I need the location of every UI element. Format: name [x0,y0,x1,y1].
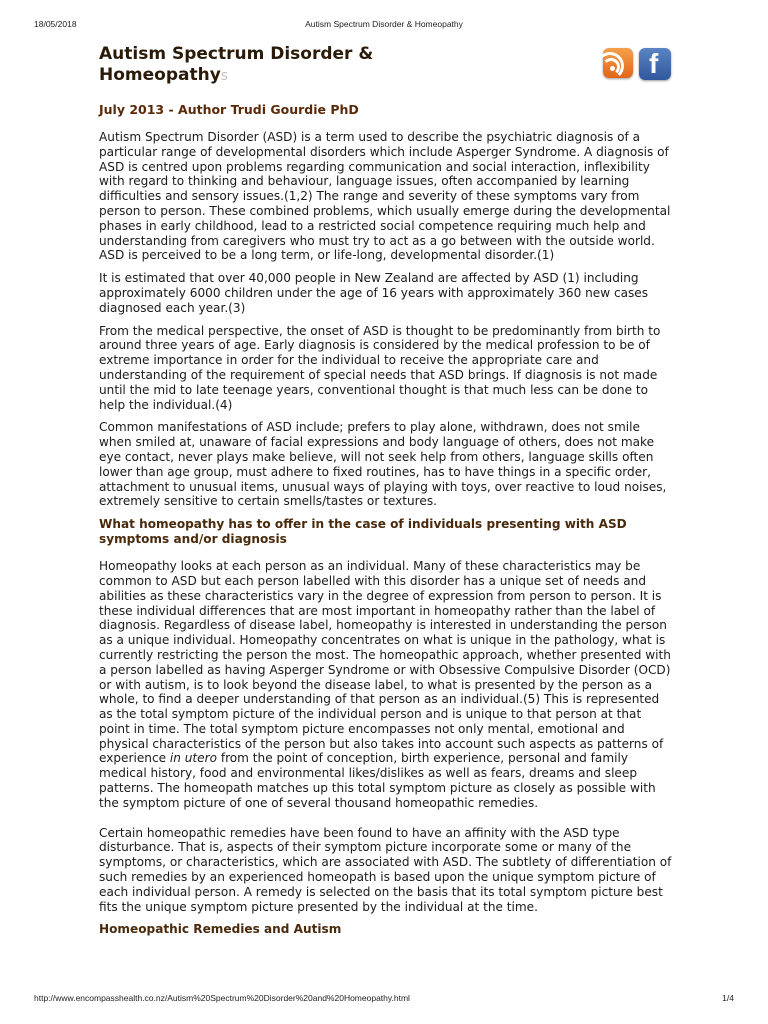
heading-homeopathy-offer: What homeopathy has to offer in the case of individuals presenting with ASD symptoms and/or diagnosis [99,517,627,547]
print-title: Autism Spectrum Disorder & Homeopathy [305,19,463,29]
paragraph-statistics: It is estimated that over 40,000 people in New Zealand are affected by ASD (1) including approximately 6000 children under the age of 16 years with approximately 360 new cases diagnosed each year.(3) [99,271,649,315]
page-title-line2: Homeopathy [99,65,221,85]
rss-icon[interactable] [603,48,633,78]
social-links [603,48,673,82]
print-page-number: 1/4 [722,993,734,1003]
article-body [99,102,674,937]
paragraph-medical-perspective: From the medical perspective, the onset of ASD is thought to be predominantly from birth to around three years of age. Early diagnosis is considered by the medical profession to be of extreme importance in order for the individual to receive the appropriate care and understanding of the requirement of special needs that ASD brings. If diagnosis is not made until the mid to late teenage years, conventional thought is that much less can be done to help the individual.(4) [99,323,661,412]
paragraph-remedies-affinity: Certain homeopathic remedies have been found to have an affinity with the ASD type disturbance. That is, aspects of their symptom picture incorporate some or many of the symptoms, or characteristics, which are associated with ASD. The subtlety of differentiation of such remedies by an experienced homeopath is based upon the unique symptom picture of each individual person. A remedy is selected on the basis that its total symptom picture best fits the unique symptom picture presented by the individual at the time. [99,825,672,914]
paragraph-homeopathy-individual: Homeopathy looks at each person as an individual. Many of these characteristics may be common to ASD but each person labelled with this disorder has a unique set of needs and abilities as these characteristics vary in the degree of expression from person to person. It is these individual differences that are most important in homeopathy rather than the label of diagnosis. Regardless of disease label, homeopathy is interested in understanding the person as a unique individual. Homeopathy concentrates on what is unique in the pathology, what is currently restricting the person the most. The homeopathic approach, whether presented with a person labelled as having Asperger Syndrome or with Obsessive Compulsive Disorder (OCD) or with autism, is to look beyond the disease label, to what is presented by the person as a whole, to find a deeper understanding of that person as an individual.(5) This is represented as the total symptom picture of the individual person and is unique to that person at that point in time. The total symptom picture encompasses not only mental, emotional and physical characteristics of the person but also takes into account such aspects as patterns of experience in utero from the point of conception, birth experience, personal and family medical history, food and environmental likes/dislikes as well as fears, dreams and sleep patterns. The homeopath matches up this total symptom picture as closely as possible with the symptom picture of one of several thousand homeopathic remedies. [99,559,671,810]
paragraph-manifestations: Common manifestations of ASD include; prefers to play alone, withdrawn, does not smile when smiled at, unaware of facial expressions and body language of others, does not make eye contact, never plays make believe, will not seek help from others, language skills often lower than age group, must adhere to fixed routines, has to have things in a specific order, attachment to unusual items, unusual ways of playing with toys, over reactive to loud noises, extremely sensitive to certain smells/tastes or textures. [99,420,667,509]
facebook-icon[interactable] [639,48,671,80]
page-title-ghost-letter: s [220,68,229,84]
paragraph-intro: Autism Spectrum Disorder (ASD) is a term used to describe the psychiatric diagnosis of a particular range of developmental disorders which include Asperger Syndrome. A diagnosis of ASD is centred upon problems regarding communication and social interaction, inflexibility with regard to thinking and behaviour, language issues, often accompanied by learning difficulties and sensory issues.(1,2) The range and severity of these symptoms vary from person to person. These combined problems, which usually emerge during the developmental phases in early childhood, lead to a restricted social competence requiring much help and understanding from caregivers who must try to act as a go between with the outside world. ASD is perceived to be a long term, or life-long, developmental disorder.(1) [99,130,671,263]
print-date: 18/05/2018 [34,19,77,29]
page-title [99,44,519,87]
print-url[interactable]: http://www.encompasshealth.co.nz/Autism%20Spectrum%20Disorder%20and%20Homeopathy.html [34,993,410,1003]
facebook-glyph: f [649,48,659,79]
article-subtitle: July 2013 - Author Trudi Gourdie PhD [99,102,359,117]
heading-remedies-autism: Homeopathic Remedies and Autism [99,922,342,937]
emphasis-in-utero: in utero [169,751,217,766]
page-title-line1: Autism Spectrum Disorder & [99,44,374,64]
